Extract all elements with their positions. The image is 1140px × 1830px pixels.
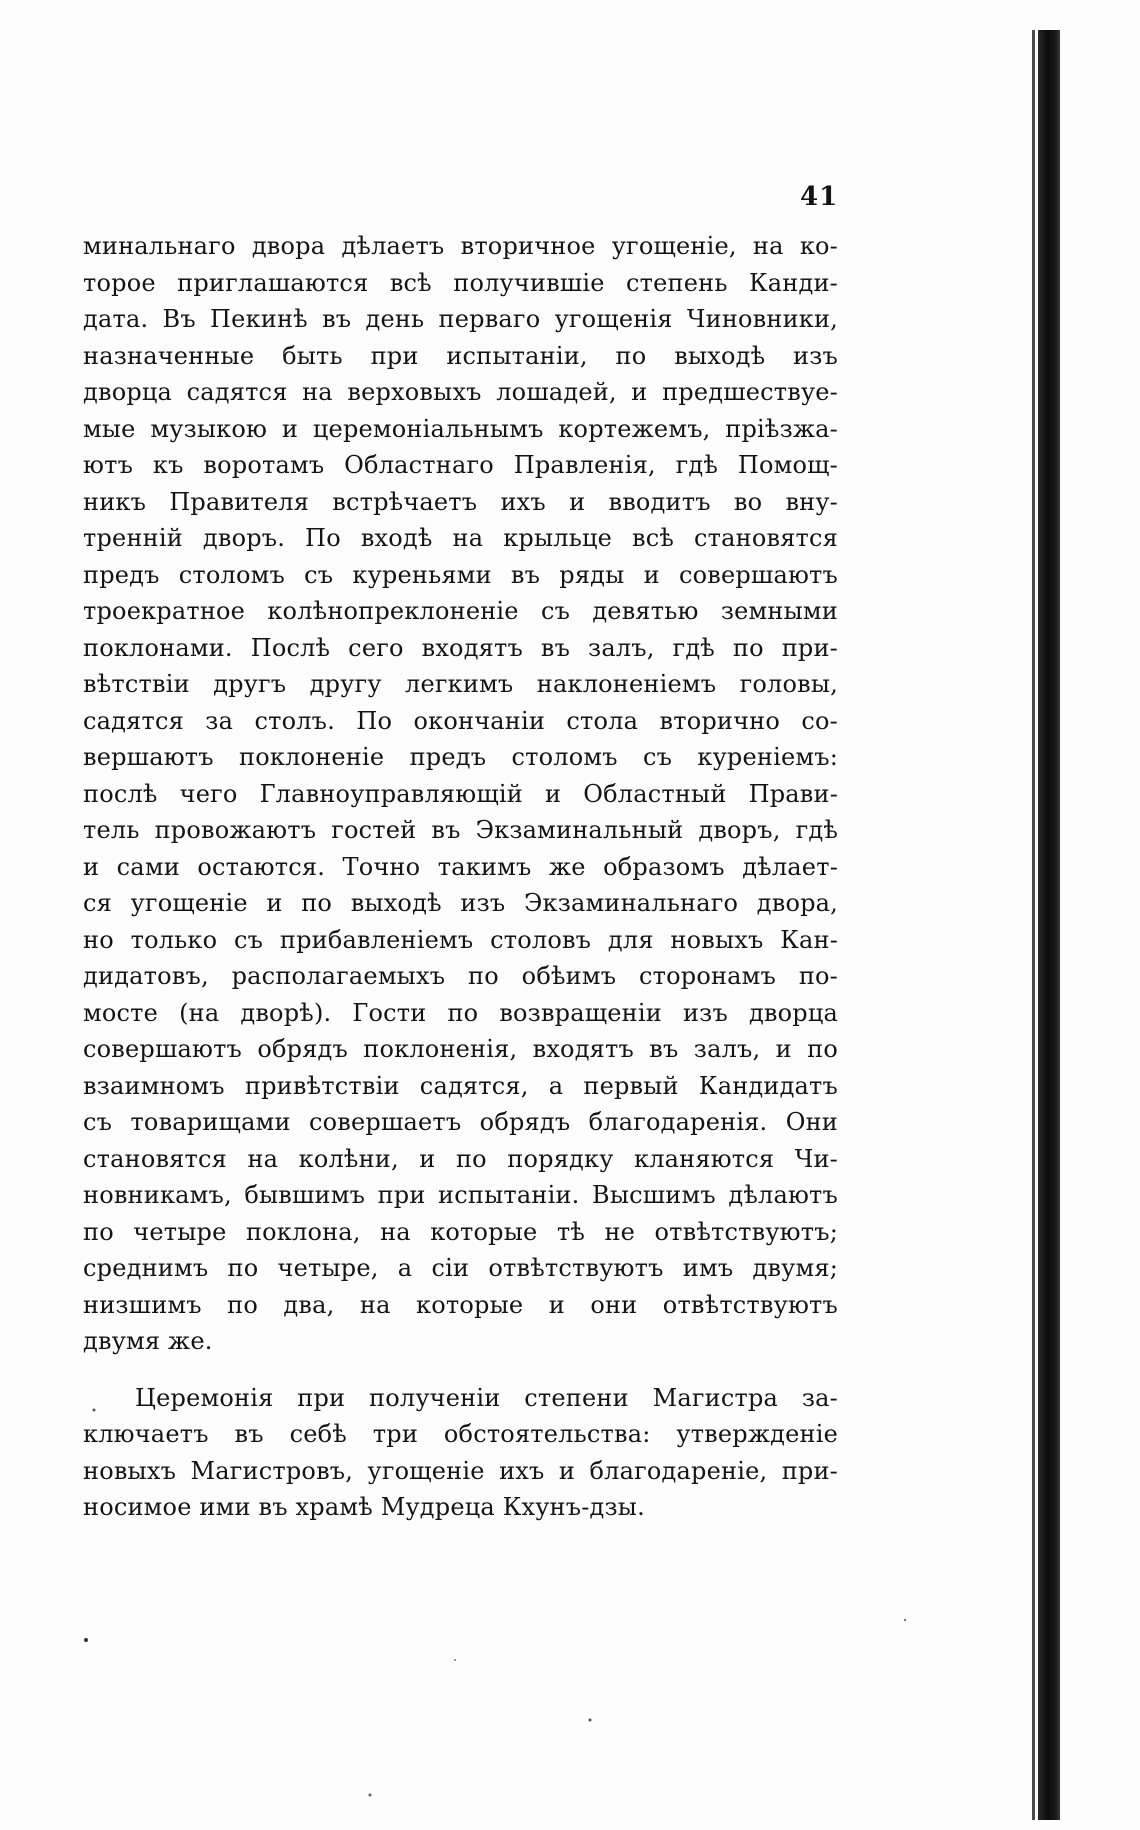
text-line: совершаютъ обрядъ поклоненія, входятъ въ залъ, и по: [83, 1035, 838, 1063]
text-line: торое приглашаются всѣ получившіе степень Канди-: [83, 268, 838, 297]
text-line: взаимномъ привѣтствіи садятся, а первый Кандидатъ: [83, 1071, 838, 1100]
text-line: предъ столомъ съ куреньями въ ряды и совершаютъ: [83, 560, 838, 589]
text-line: минальнаго двора дѣлаетъ вторичное угощеніе, на ко-: [83, 232, 838, 260]
text-line: садятся за столъ. По окончаніи стола вторично со-: [83, 706, 838, 735]
text-line: дворца садятся на верховыхъ лошадей, и предшествуе-: [83, 378, 838, 406]
body-text: [83, 228, 838, 1526]
text-line: тель провожаютъ гостей въ Экзаминальный дворъ, гдѣ: [83, 816, 838, 844]
text-line: послѣ чего Главноуправляющій и Областный Прави-: [83, 779, 838, 808]
text-line: но только съ прибавленіемъ столовъ для новыхъ Кан-: [83, 925, 838, 954]
text-line: по четыре поклона, на которые тѣ не отвѣтствуютъ;: [83, 1217, 838, 1246]
text-line: вершаютъ поклоненіе предъ столомъ съ куреніемъ:: [83, 743, 838, 771]
text-line: дата. Въ Пекинѣ въ день перваго угощенія Чиновники,: [83, 305, 838, 333]
text-line: никъ Правителя встрѣчаетъ ихъ и вводитъ во вну-: [83, 487, 838, 516]
text-line: назначенные быть при испытаніи, по выходѣ изъ: [83, 341, 838, 370]
text-line: новникамъ, бывшимъ при испытаніи. Высшимъ дѣлаютъ: [83, 1181, 838, 1209]
paragraph-2: [83, 1380, 838, 1526]
text-line: ютъ къ воротамъ Областнаго Правленія, гдѣ Помощ-: [83, 451, 838, 479]
text-line: двумя же.: [83, 1327, 213, 1355]
text-line: становятся на колѣни, и по порядку кланяются Чи-: [83, 1144, 838, 1173]
text-line: и сами остаются. Точно такимъ же образомъ дѣлает-: [83, 852, 838, 881]
text-line: мосте (на дворѣ). Гости по возвращеніи изъ дворца: [83, 998, 838, 1027]
text-line: поклонами. Послѣ сего входятъ въ залъ, гдѣ по при-: [83, 633, 838, 662]
text-line: троекратное колѣнопреклоненіе съ девятью земными: [83, 597, 838, 625]
text-line: ся угощеніе и по выходѣ изъ Экзаминальнаго двора,: [83, 889, 838, 917]
text-line: съ товарищами совершаетъ обрядъ благодаренія. Они: [83, 1108, 838, 1136]
paragraph-1: [83, 228, 838, 1360]
text-line: тренній дворъ. По входѣ на крыльце всѣ становятся: [83, 524, 838, 552]
text-line: мые музыкою и церемоніальнымъ кортежемъ, пріѣзжа-: [83, 414, 838, 443]
text-line: низшимъ по два, на которые и они отвѣтствуютъ: [83, 1290, 838, 1319]
text-line: носимое ими въ храмѣ Мудреца Кхунъ-дзы.: [83, 1493, 645, 1521]
text-line: ключаетъ въ себѣ три обстоятельства: утвержденіе: [83, 1420, 838, 1448]
text-line: дидатовъ, располагаемыхъ по обѣимъ сторонамъ по-: [83, 962, 838, 990]
text-line: новыхъ Магистровъ, угощеніе ихъ и благодареніе, при-: [83, 1456, 838, 1485]
page-number: 41: [800, 182, 839, 212]
text-line: вѣтствіи другъ другу легкимъ наклоненіемъ головы,: [83, 670, 838, 698]
text-line: среднимъ по четыре, а сіи отвѣтствуютъ имъ двумя;: [83, 1254, 838, 1282]
text-line: Церемонія при полученіи степени Магистра за-: [135, 1383, 838, 1412]
